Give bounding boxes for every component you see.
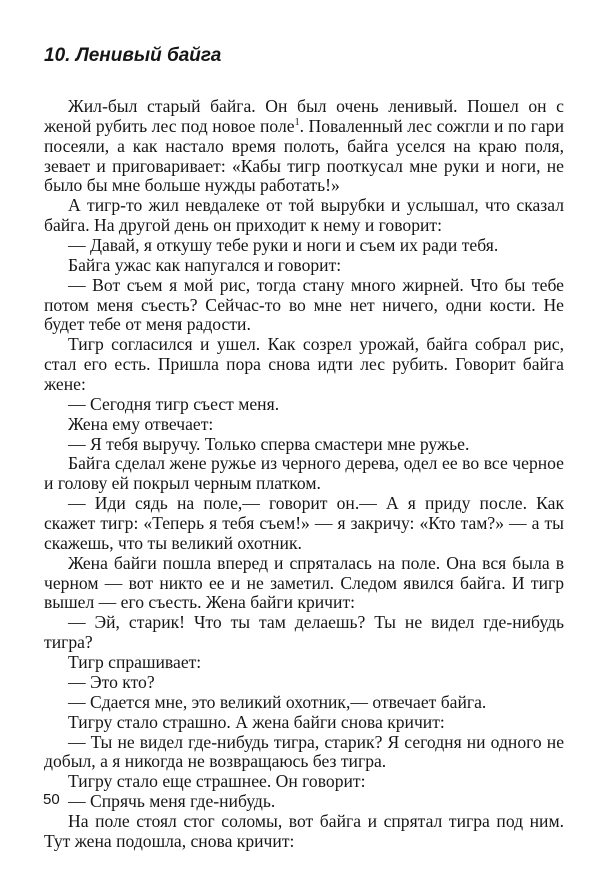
paragraph: — Эй, старик! Что ты там делаешь? Ты не видел где-нибудь тигра? (44, 612, 564, 653)
paragraph: — Сдается мне, это великий охотник,— отвечает байга. (68, 691, 487, 712)
paragraph: — Вот съем я мой рис, тогда стану много жирней. Что бы тебе потом меня съесть? Сейчас-то во мне нет ничего, одни кости. Не будет тебе от меня радости. (44, 274, 564, 335)
chapter-title: 10. Ленивый байга (44, 45, 222, 66)
story-text (44, 97, 564, 852)
paragraph-text-continued: . Поваленный лес сожгли и по гари посеяли, а как настало время полоть, байга уселся на краю поля, зевает и приговаривает: «Кабы тигр пооткусал мне руки и ноги, не было бы мне больше нужды работать!» (44, 115, 565, 196)
paragraph: — Ты не видел где-нибудь тигра, старик? Я сегодня ни одного не добыл, а я никогда не возвращаюсь без тигра. (44, 731, 564, 772)
paragraph: Жена байги пошла вперед и спряталась на поле. Она вся была в черном — вот никто ее и не заметил. Следом явился байга. И тигр вышел — его съесть. Жена байги кричит: (44, 552, 564, 613)
paragraph: — Я тебя выручу. Только сперва смастери мне ружье. (68, 433, 470, 454)
paragraph: — Давай, я откушу тебе руки и ноги и съем их ради тебя. (68, 235, 499, 256)
paragraph: — Это кто? (68, 671, 155, 692)
paragraph: Байга ужас как напугался и говорит: (68, 254, 342, 275)
paragraph: Тигр согласился и ушел. Как созрел урожай, байга собрал рис, стал его есть. Пришла пора снова идти лес рубить. Говорит байга жене: (44, 334, 564, 395)
paragraph: Тигр спрашивает: (68, 652, 202, 673)
paragraph: — Иди сядь на поле,— говорит он.— А я приду после. Как скажет тигр: «Теперь я тебя съем!» — я закричу: «Кто там?» — а ты скажешь, что ты великий охотник. (44, 493, 564, 553)
footnote-marker: 1 (294, 117, 300, 128)
paragraph (44, 97, 564, 196)
paragraph: Байга сделал жене ружье из черного дерева, одел ее во все черное и голову ей покрыл черным платком. (44, 453, 564, 494)
paragraph: Тигру стало еще страшнее. Он говорит: (68, 771, 366, 792)
paragraph: На поле стоял стог соломы, вот байга и спрятал тигра под ним. Тут жена подошла, снова кричит: (44, 810, 564, 851)
paragraph-text: Жил-был старый байга. Он был очень ленивый. Пошел он с женой рубить лес под новое поле (44, 96, 564, 136)
page-number: 50 (43, 791, 60, 808)
paragraph: — Спрячь меня где-нибудь. (68, 791, 276, 812)
paragraph: — Сегодня тигр съест меня. (68, 393, 280, 414)
paragraph: Тигру стало страшно. А жена байги снова кричит: (68, 711, 445, 732)
paragraph: А тигр-то жил невдалеке от той вырубки и услышал, что сказал байга. На другой день он приходит к нему и говорит: (44, 195, 564, 236)
paragraph: Жена ему отвечает: (68, 413, 214, 434)
